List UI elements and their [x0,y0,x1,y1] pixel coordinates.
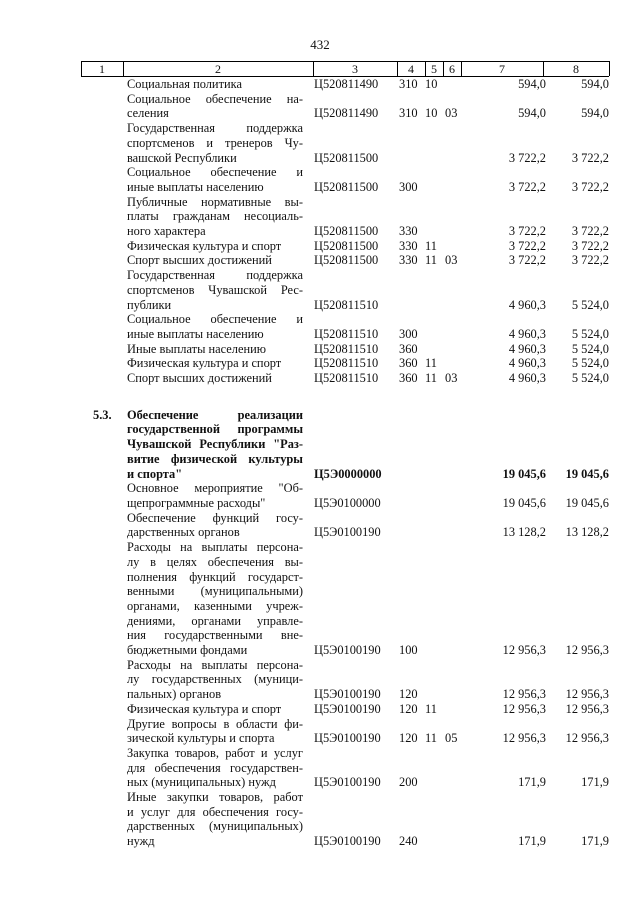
amount-col-8: 594,0 [581,106,609,121]
amount-col-7: 171,9 [518,834,546,849]
section-code: 10 [425,106,438,121]
header-divider [123,61,124,76]
header-col-5: 5 [431,62,437,76]
description-line: Спорт высших достижений [127,371,272,386]
description-line: полнения функций государст- [127,569,303,584]
description-line: и спорта" [127,466,183,481]
header-col-4: 4 [408,62,414,76]
description-line: бюджетными фондами [127,643,248,658]
section-code: 11 [425,371,437,386]
amount-col-8: 171,9 [581,834,609,849]
target-code: Ц520811510 [314,297,379,312]
table-row [81,239,609,254]
amount-col-7: 13 128,2 [502,525,546,540]
target-code: Ц520811510 [314,326,379,341]
description-line: Иные выплаты населению [127,341,266,356]
description-line: Другие вопросы в области фи- [127,716,303,731]
table-header [81,61,609,77]
amount-col-7: 12 956,3 [502,731,546,746]
target-code: Ц5Э0100190 [314,643,381,658]
target-code: Ц5Э0100190 [314,701,381,716]
description-line: Социальная политика [127,77,242,91]
description-line: Физическая культура и спорт [127,238,282,253]
row-description [127,195,303,239]
header-divider [313,61,314,76]
amount-col-7: 12 956,3 [502,687,546,702]
expense-type: 310 [399,106,418,121]
section-code: 11 [425,253,437,268]
header-col-8: 8 [573,62,579,76]
page-number: 432 [310,37,330,52]
target-code: Ц5Э0000000 [314,466,382,481]
target-code: Ц520811500 [314,224,379,239]
amount-col-7: 4 960,3 [508,356,546,371]
row-description [127,342,303,357]
subsection-code: 03 [445,371,458,386]
expense-type: 200 [399,775,418,790]
expense-type: 120 [399,701,418,716]
expense-type: 330 [399,238,418,253]
amount-col-8: 5 524,0 [571,371,609,386]
target-code: Ц520811510 [314,371,379,386]
description-line: для обеспечения государствен- [127,760,303,775]
description-line: зической культуры и спорта [127,731,275,746]
description-line: венными (муниципальными) [127,584,303,599]
table-row [81,658,609,702]
table-row [81,253,609,268]
description-line: Социальное обеспечение и [127,312,303,327]
header-divider [397,61,398,76]
section-code: 11 [425,731,437,746]
amount-col-8: 3 722,2 [571,253,609,268]
description-line: Обеспечение реализации [127,407,303,422]
target-code: Ц520811500 [314,150,379,165]
row-description [127,658,303,702]
table-row [81,121,609,165]
amount-col-8: 12 956,3 [565,701,609,716]
amount-col-8: 19 045,6 [565,466,609,481]
description-line: государственной программы [127,422,303,437]
target-code: Ц5Э0100000 [314,495,381,510]
header-col-3: 3 [352,62,358,76]
expense-type: 300 [399,179,418,194]
amount-col-7: 3 722,2 [508,150,546,165]
description-line: Расходы на выплаты персона- [127,540,303,555]
amount-col-8: 3 722,2 [571,224,609,239]
header-divider [81,61,82,76]
header-divider [443,61,444,76]
amount-col-7: 3 722,2 [508,238,546,253]
section-number: 5.3. [93,407,112,422]
row-description [127,253,303,268]
table-row [81,371,609,386]
amount-col-7: 3 722,2 [508,253,546,268]
budget-table-body [81,77,609,849]
row-description [127,790,303,849]
target-code: Ц520811510 [314,341,379,356]
description-line: лу в целях обеспечения вы- [127,554,303,569]
amount-col-7: 4 960,3 [508,297,546,312]
description-line: дарственных органов [127,525,240,540]
amount-col-8: 12 956,3 [565,687,609,702]
table-row [81,195,609,239]
description-line: органами, казенными учреж- [127,598,303,613]
target-code: Ц520811500 [314,253,379,268]
row-description [127,540,303,658]
amount-col-7: 19 045,6 [502,495,546,510]
amount-col-7: 594,0 [518,77,546,91]
header-divider [425,61,426,76]
row-description [127,121,303,165]
expense-type: 120 [399,687,418,702]
amount-col-8: 13 128,2 [565,525,609,540]
row-description [127,92,303,121]
description-line: Спорт высших достижений [127,253,272,268]
amount-col-7: 4 960,3 [508,341,546,356]
target-code: Ц5Э0100190 [314,775,381,790]
amount-col-7: 594,0 [518,106,546,121]
amount-col-7: 12 956,3 [502,643,546,658]
expense-type: 360 [399,371,418,386]
amount-col-7: 4 960,3 [508,371,546,386]
description-line: щепрограммные расходы" [127,495,266,510]
target-code: Ц520811500 [314,179,379,194]
row-description [127,312,303,341]
description-line: Государственная поддержка [127,121,303,136]
amount-col-8: 19 045,6 [565,495,609,510]
expense-type: 300 [399,326,418,341]
amount-col-8: 594,0 [581,77,609,91]
description-line: ного характера [127,224,206,239]
header-divider [461,61,462,76]
amount-col-7: 3 722,2 [508,179,546,194]
amount-col-8: 5 524,0 [571,341,609,356]
header-divider [543,61,544,76]
row-description [127,511,303,540]
description-line: лу государственных (муници- [127,672,303,687]
section-code: 11 [425,238,437,253]
description-line: иные выплаты населению [127,326,264,341]
description-line: Социальное обеспечение и [127,165,303,180]
table-row [81,481,609,510]
description-line: и услуг для обеспечения госу- [127,804,303,819]
subsection-code: 03 [445,106,458,121]
description-line: платы гражданам несоциаль- [127,209,303,224]
table-row [81,268,609,312]
description-line: Закупка товаров, работ и услуг [127,745,303,760]
row-description [127,746,303,790]
target-code: Ц520811500 [314,238,379,253]
expense-type: 100 [399,643,418,658]
description-line: Обеспечение функций госу- [127,510,303,525]
row-description [127,717,303,746]
description-line: иные выплаты населению [127,179,264,194]
target-code: Ц520811490 [314,106,379,121]
row-description [127,239,303,254]
description-line: дениями, органами управле- [127,613,303,628]
subsection-code: 03 [445,253,458,268]
table-row [81,790,609,849]
table-row [81,312,609,341]
description-line: Физическая культура и спорт [127,701,282,716]
amount-col-7: 171,9 [518,775,546,790]
row-description [127,702,303,717]
target-code: Ц5Э0100190 [314,687,381,702]
description-line: нужд [127,834,155,849]
table-row [81,717,609,746]
row-description [127,371,303,386]
table-row [81,92,609,121]
expense-type: 360 [399,341,418,356]
amount-col-7: 12 956,3 [502,701,546,716]
description-line: спортсменов и тренеров Чу- [127,135,303,150]
table-row [81,356,609,371]
amount-col-7: 4 960,3 [508,326,546,341]
header-divider [609,61,610,76]
expense-type: 330 [399,253,418,268]
description-line: дарственных (муниципальных) [127,819,303,834]
amount-col-7: 3 722,2 [508,224,546,239]
description-line: ных (муниципальных) нужд [127,775,276,790]
row-description [127,165,303,194]
target-code: Ц5Э0100190 [314,525,381,540]
expense-type: 310 [399,77,418,91]
amount-col-8: 5 524,0 [571,297,609,312]
table-row [81,77,609,92]
header-col-1: 1 [99,62,105,76]
table-row [81,746,609,790]
target-code: Ц5Э0100190 [314,834,381,849]
header-col-6: 6 [449,62,455,76]
amount-col-8: 3 722,2 [571,238,609,253]
section-code: 10 [425,77,438,91]
table-row [81,511,609,540]
expense-type: 240 [399,834,418,849]
expense-type: 360 [399,356,418,371]
description-line: Основное мероприятие "Об- [127,481,303,496]
description-line: Государственная поддержка [127,268,303,283]
description-line: Чувашской Республики "Раз- [127,437,303,452]
row-description [127,356,303,371]
row-description [127,481,303,510]
amount-col-7: 19 045,6 [502,466,546,481]
amount-col-8: 3 722,2 [571,179,609,194]
expense-type: 330 [399,224,418,239]
expense-type: 120 [399,731,418,746]
description-line: Публичные нормативные вы- [127,194,303,209]
amount-col-8: 171,9 [581,775,609,790]
amount-col-8: 5 524,0 [571,326,609,341]
row-description [127,77,303,92]
description-line: спортсменов Чувашской Рес- [127,282,303,297]
amount-col-8: 12 956,3 [565,731,609,746]
amount-col-8: 5 524,0 [571,356,609,371]
section-code: 11 [425,356,437,371]
header-col-7: 7 [499,62,505,76]
table-row [81,342,609,357]
subsection-code: 05 [445,731,458,746]
section-code: 11 [425,701,437,716]
header-col-2: 2 [215,62,221,76]
table-row [81,408,609,482]
description-line: Иные закупки товаров, работ [127,790,303,805]
description-line: витие физической культуры [127,451,303,466]
description-line: Расходы на выплаты персона- [127,657,303,672]
amount-col-8: 12 956,3 [565,643,609,658]
description-line: пальных) органов [127,687,222,702]
description-line: ния государственными вне- [127,628,303,643]
description-line: вашской Республики [127,150,237,165]
target-code: Ц520811510 [314,356,379,371]
table-row [81,540,609,658]
table-row [81,165,609,194]
target-code: Ц520811490 [314,77,379,91]
target-code: Ц5Э0100190 [314,731,381,746]
table-row [81,702,609,717]
row-description [127,268,303,312]
description-line: Социальное обеспечение на- [127,91,303,106]
row-description [127,408,303,482]
description-line: публики [127,297,172,312]
amount-col-8: 3 722,2 [571,150,609,165]
description-line: селения [127,106,169,121]
description-line: Физическая культура и спорт [127,356,282,371]
